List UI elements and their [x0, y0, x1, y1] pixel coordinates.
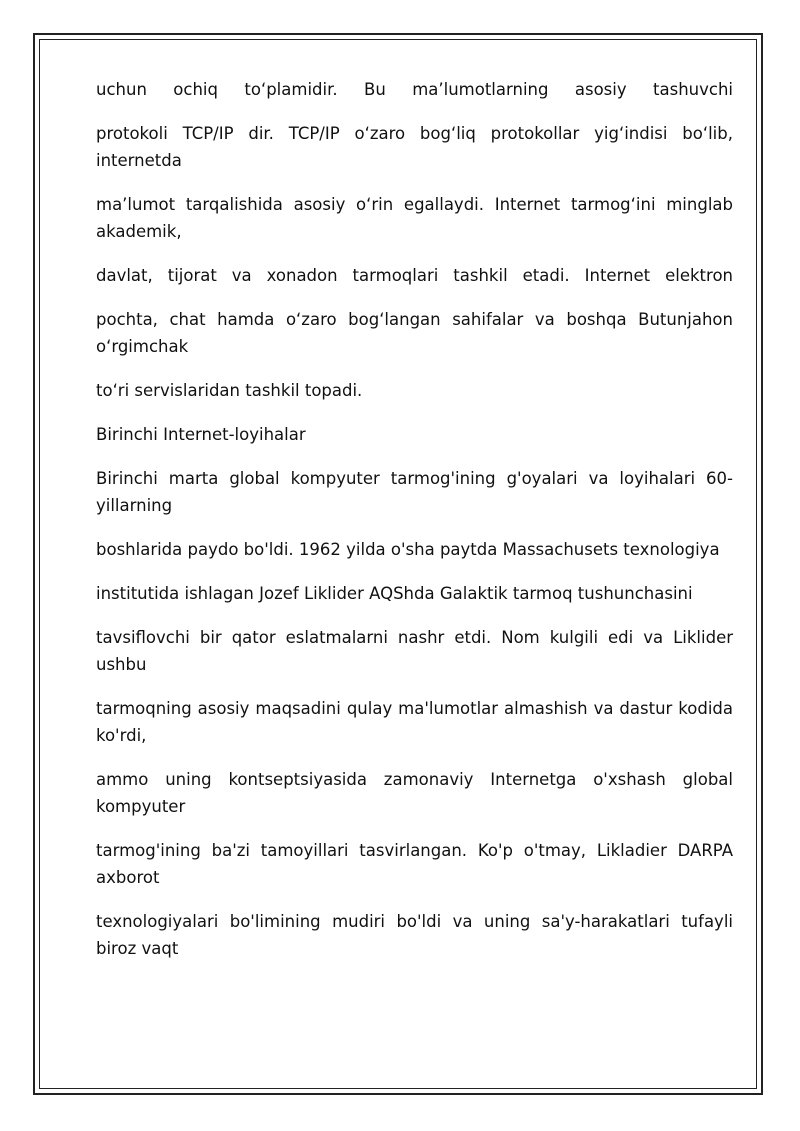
- paragraph-line: tarmoqning asosiy maqsadini qulay ma'lumotlar almashish va dastur kodida ko'rdi,: [96, 699, 733, 745]
- paragraph-line: davlat, tijorat va xonadon tarmoqlari tashkil etadi. Internet elektron: [96, 266, 733, 285]
- paragraph-line: institutida ishlagan Jozef Liklider AQShda Galaktik tarmoq tushunchasini: [96, 584, 693, 603]
- paragraph-line: protokoli TCP/IP dir. TCP/IP o‘zaro bog‘liq protokollar yig‘indisi bo‘lib, internetda: [96, 124, 733, 170]
- paragraph-line: pochta, chat hamda o‘zaro bog‘langan sahifalar va boshqa Butunjahon o‘rgimchak: [96, 310, 733, 356]
- document-body: [96, 76, 733, 962]
- paragraph-line: Birinchi marta global kompyuter tarmog'ining g'oyalari va loyihalari 60-yillarning: [96, 469, 733, 515]
- paragraph-line: texnologiyalari bo'limining mudiri bo'ldi va uning sa'y-harakatlari tufayli biroz vaqt: [96, 912, 733, 958]
- paragraph-line: boshlarida paydo bo'ldi. 1962 yilda o'sha paytda Massachusets texnologiya: [96, 540, 720, 559]
- paragraph-line: tarmog'ining ba'zi tamoyillari tasvirlangan. Ko'p o'tmay, Likladier DARPA axborot: [96, 841, 733, 887]
- paragraph-line: ammo uning kontseptsiyasida zamonaviy Internetga o'xshash global kompyuter: [96, 770, 733, 816]
- paragraph-line: tavsiflovchi bir qator eslatmalarni nashr etdi. Nom kulgili edi va Liklider ushbu: [96, 628, 733, 674]
- section-heading: Birinchi Internet-loyihalar: [96, 425, 306, 444]
- paragraph-line: uchun ochiq to‘plamidir. Bu ma’lumotlarning asosiy tashuvchi: [96, 80, 733, 99]
- paragraph-line: ma’lumot tarqalishida asosiy o‘rin egallaydi. Internet tarmog‘ini minglab akademik,: [96, 195, 733, 241]
- paragraph-line: to‘ri servislaridan tashkil topadi.: [96, 381, 363, 400]
